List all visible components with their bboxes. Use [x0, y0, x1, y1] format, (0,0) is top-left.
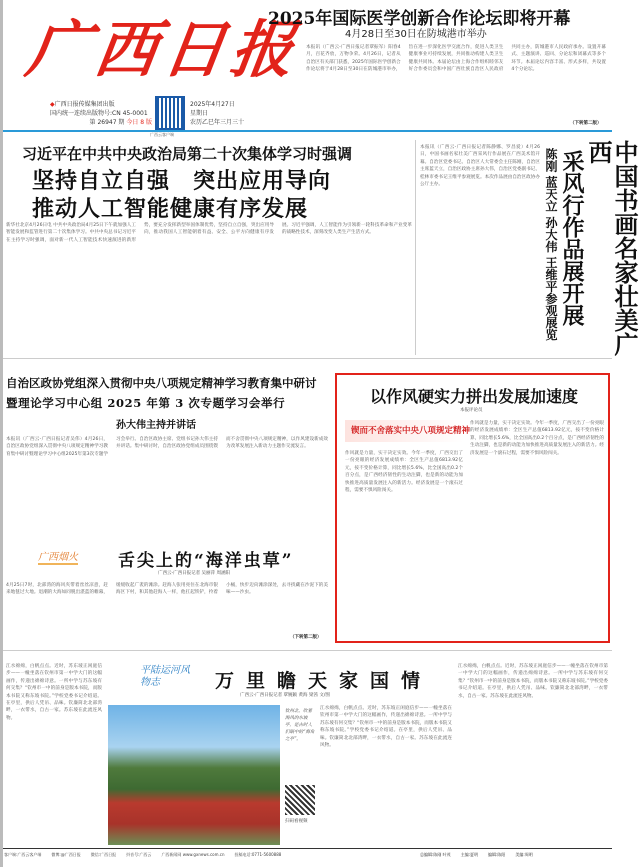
page-count: 今日 8 版 [126, 119, 152, 126]
publisher-info: ◆广西日报传媒集团出版 国内统一连续出版物号:CN 45-0001 第 26947 期 今日 8 版 [50, 101, 152, 126]
food-byline: 广西云-广西日报记者 吴丽萍 周涵阳 [158, 571, 230, 576]
commentary-title[interactable]: 以作风硬实力拼出发展加速度 [370, 387, 579, 406]
food-body: 4月25日7时，北部湾的海风夹带着丝丝凉意，赶来地毯过大地。退潮的大海如同脱出湛蓝的帷幕，缓缓收起广袤的滩涂。赶海人张用亮住在北海市银海区下村，和其他赶海人一样，他扛起铁铲，拎着小桶，快步迈向滩涂深处，去寻找藏在沙泥下的美味——沙虫。 [6, 583, 328, 596]
page-edge [0, 0, 3, 867]
editor-chief: 总编辑:陈刚 叶茂 [420, 852, 451, 857]
footer-website[interactable]: 广西新闻网 www.gxnews.com.cn [161, 852, 225, 857]
canal-photo-pavilion[interactable] [108, 705, 280, 845]
canal-body-mid: 江水绵绵，白帆点点。近时，苏东坡正闲庭信步——一幢坐落在钦州市第一中学大门的这幅画作，传递出绵绵诗意。一所中学与苏东坡有何交集？“钦州市一中的前身是版本书院，而版本书院又称东坡书院。”学校党委书记介绍道。在亭里，供后人凭吊、品味。钦廉简北北部湾畔，一衣带水，自古一家。苏东坡在此流连风物。 [320, 706, 452, 749]
lead-body: 新华社北京4月26日电 中共中央政治局4月25日下午就加强人工智能发展和监管进行第二十次集体学习。中共中央总书记习近平在主持学习时强调，面对新一代人工智能技术快速演进的新形势，要充分发挥新型举国体制优势，坚持自立自强，突出应用导向，推动我国人工智能朝着有益、安全、公平方向健康有序发展。习近平强调，人工智能作为引领新一轮科技革命和产业变革的战略性技术，深刻改变人类生产生活方式。 [6, 223, 412, 243]
art-expo-title-1[interactable]: 中国书画名家壮美广西 [584, 140, 639, 356]
commentary-byline: 本报评论员 [460, 408, 483, 413]
masthead-logo: 广西日报 [22, 13, 305, 86]
editor-main: 主编:夏明 [460, 852, 478, 857]
editor-art: 美编:周明 [515, 852, 533, 857]
art-expo-subtitle: 陈刚 蓝天立 孙大伟 王维平参观展览 [544, 148, 558, 341]
canal-qr-code[interactable] [285, 785, 315, 815]
editor: 编辑:陈阳 [487, 852, 506, 857]
cppcc-body: 本报讯（广西云-广西日报记者吴伟）4月26日，自治区政协党组深入贯彻中央八项规定精神学习教育集中研讨暨理论学习中心组2025年第3次专题学习会举行。自治区政协主席、党组书记孙大伟主持并讲话。集中研讨时，自治区政协党组成员围绕锲而不舍贯彻中央八项规定精神，以作风建设新成效为改革发展注入新动力主题作交流发言。 [6, 437, 328, 457]
commentary-banner: 锲而不舍落实中央八项规定精神 [345, 420, 463, 442]
food-column-logo: 广西烟火 [38, 548, 78, 565]
weekday: 星期日 [190, 110, 209, 117]
issue-number: 第 26947 期 [89, 119, 125, 126]
footer-info [4, 852, 281, 858]
cppcc-title-2[interactable]: 暨理论学习中心组 2025 年第 3 次专题学习会举行 [6, 396, 286, 410]
food-title[interactable]: 舌尖上的“海洋虫草” [118, 551, 294, 571]
top-story-subtitle: 4月28日至30日在防城港市举办 [345, 29, 487, 40]
lead-title-1[interactable]: 坚持自立自强 突出应用导向 [32, 169, 332, 194]
canal-body-left: 江水绵绵，白帆点点。近时，苏东坡正闲庭信步——一幢坐落在钦州市第一中学大门的这幅画作，传递出绵绵诗意。一所中学与苏东坡有何交集？“钦州市一中的前身是版本书院，而版本书院又称东坡书院。”学校党委书记介绍道。在亭里，供后人凭吊、品味。钦廉简北北部湾畔，一衣带水，自古一家。苏东坡在此流连风物。 [6, 664, 102, 721]
top-story-title[interactable]: 2025年国际医学创新合作论坛即将开幕 [268, 9, 571, 29]
masthead-rule [0, 130, 612, 132]
publisher: 广西日报传媒集团出版 [54, 101, 115, 108]
cppcc-subtitle: 孙大伟主持并讲话 [116, 420, 196, 431]
date-block [190, 100, 244, 127]
qr-code[interactable] [155, 96, 185, 130]
canal-qr-label: 扫码看视频 [285, 819, 308, 824]
footer-phone: 投稿电话:0771-5600888 [234, 852, 282, 857]
column-divider [415, 140, 416, 355]
top-story-body: 本报讯（广西云-广西日报记者覃振军）阳春4月，百花齐放，万物争荣。4月26日，记者从自治区有关部门获悉，2025年国际医学创新合作论坛将于4月28日至30日在防城港市举办，旨在进一步深化医学交流合作，促进人类卫生健康事业可持续发展，共同推动构建人类卫生健康共同体。本届论坛由上海合作组织睦邻友好合作委员会和中国广西壮族自治区人民政府共同主办，防城港市人民政府承办。设置开幕式、主题演讲、巡回、分论坛和闭幕式等多个环节。本届论坛内容丰富、形式多样，共设置4个分论坛。 [306, 45, 606, 73]
canal-column-logo: 平陆运河风物志 [140, 665, 190, 688]
section-divider [0, 358, 612, 359]
lunar-date: 农历乙巳年三月三十 [190, 119, 245, 126]
date: 2025年4月27日 [190, 101, 235, 108]
canal-byline: 广西云-广西日报记者 覃婉颖 黄海 梁茜 文/图 [240, 693, 330, 698]
section-divider [0, 650, 612, 651]
lead-title-2[interactable]: 推动人工智能健康有序发展 [32, 197, 309, 222]
qr-label: 广西云客户端 [150, 132, 174, 137]
footer-rule [0, 848, 612, 849]
lead-kicker: 习近平在中共中央政治局第二十次集体学习时强调 [22, 145, 353, 163]
footer-editors [420, 852, 533, 858]
footer-weibo[interactable]: 微博:@广西日报 [51, 852, 81, 857]
canal-body-right: 江水绵绵，白帆点点。近时，苏东坡正闲庭信步——一幢坐落在钦州市第一中学大门的这幅画作，传递出绵绵诗意。一所中学与苏东坡有何交集？“钦州市一中的前身是版本书院，而版本书院又称东坡书院。”学校党委书记介绍道。在亭里，供后人凭吊、品味。钦廉简北北部湾畔，一衣带水，自古一家。苏东坡在此流连风物。 [458, 664, 608, 699]
footer-client: 客户端:广西云客户端 [4, 852, 42, 857]
footer-wechat[interactable]: 微信:广西日报 [90, 852, 117, 857]
art-expo-body: 本报讯（广西云-广西日报记者陈静娜、罗昌爱）4月26日，中国书画名家壮美广西采风行作品展在广西美术馆开幕。自治区党委书记、自治区人大常委会主任陈刚，自治区主席蓝天立，自治区政协主席孙大伟，自治区党委副书记、桂林市委书记王维平参观展览。本次作品展由自治区政协办公厅主办。 [420, 145, 540, 188]
commentary-body-right: 作风就是力量，实干决定实效。今年一季度，广西交出了一份亮眼的经济发展成绩单：全区生产总值6813.92亿元，按不变价格计算，同比增长5.6%，比全国高出0.2个百分点，是广西经济韧性的生动注脚，也是新的动能为加快推进高质量发展注入的新活力。经济发展是一个滚石过程，需要不惧风险闯关。 [470, 421, 604, 456]
canal-photo-caption: 钦州北，吹着海风的东坡亭，是古时人们眼中的“海角之亭”。 [285, 709, 315, 742]
cn-number: 国内统一连续出版物号:CN 45-0001 [50, 110, 148, 117]
art-expo-title-2[interactable]: 采风行作品展开展 [559, 150, 585, 326]
commentary-body-left: 作风就是力量，实干决定实效。今年一季度，广西交出了一份亮眼的经济发展成绩单：全区生产总值6813.92亿元，按不变价格计算，同比增长5.6%，比全国高出0.2个百分点，是广西经济韧性的生动注脚，也是新的动能为加快推进高质量发展注入的新活力。经济发展是一个滚石过程，需要不惧风险闯关。 [345, 451, 463, 494]
top-story-continued: （下转第二版） [570, 121, 602, 126]
footer-douyin[interactable]: 抖音号:广西云 [126, 852, 152, 857]
cppcc-title-1[interactable]: 自治区政协党组深入贯彻中央八项规定精神学习教育集中研讨 [6, 376, 317, 390]
canal-title[interactable]: 万里瞻天家国情 [215, 670, 433, 692]
food-continued: （下转第二版） [290, 635, 322, 640]
